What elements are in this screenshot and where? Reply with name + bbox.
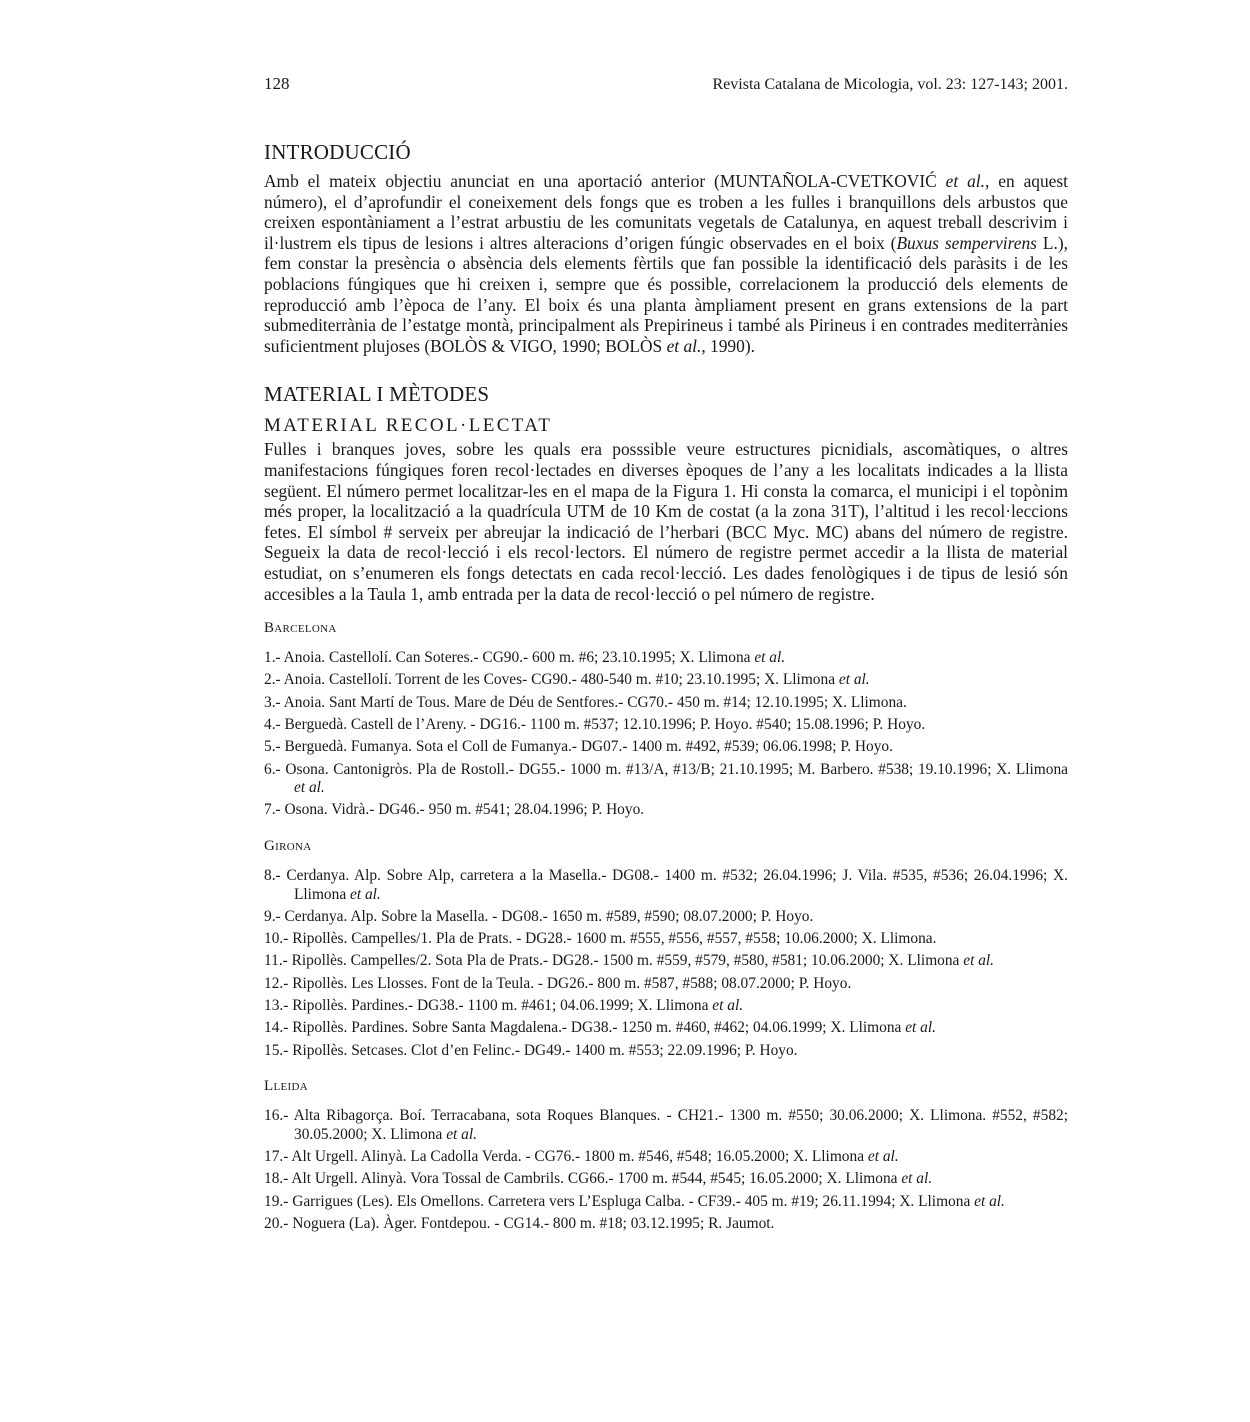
- locality-etal: et al.: [754, 649, 786, 667]
- locality-entry: [264, 1170, 1068, 1189]
- intro-text-2: , en aquest número), el d’aprofundir el coneixement dels fongs que es troben a les fulles i branquillons dels arbustos que creixen espontàniament a l’estrat arbustiu de les comunitats vegetals de Catalunya, en aquest treball descrivim i il·lustrem els tipus de lesions i altres alteracions d’origen fúngic observades en el boix (: [264, 171, 1069, 253]
- locality-text: 15.- Ripollès. Setcases. Clot d’en Felinc.- DG49.- 1400 m. #553; 22.09.1996; P. Hoyo.: [264, 1041, 798, 1059]
- locality-entry: [264, 1193, 1068, 1212]
- locality-text: 20.- Noguera (La). Àger. Fontdepou. - CG14.- 800 m. #18; 03.12.1995; R. Jaumot.: [264, 1214, 775, 1232]
- locality-etal: et al.: [905, 1019, 936, 1037]
- region-entries: [264, 649, 1068, 820]
- locality-text: 3.- Anoia. Sant Martí de Tous. Mare de Déu de Sentfores.- CG70.- 450 m. #14; 12.10.1995; X. Llimona.: [264, 693, 907, 711]
- region-heading: Girona: [264, 837, 312, 854]
- locality-entry: [264, 1019, 1068, 1038]
- locality-etal: et al.: [963, 952, 995, 970]
- species-name: Buxus sempervirens: [896, 232, 1037, 253]
- locality-text: 7.- Osona. Vidrà.- DG46.- 950 m. #541; 28.04.1996; P. Hoyo.: [264, 801, 645, 819]
- region-heading: Lleida: [264, 1078, 308, 1095]
- locality-entry: [264, 975, 1068, 994]
- locality-etal: et al.: [712, 996, 744, 1014]
- intro-text-1: Amb el mateix objectiu anunciat en una aportació anterior (MUNTAÑOLA-CVETKOVIĆ: [264, 171, 946, 191]
- locality-text: 11.- Ripollès. Campelles/2. Sota Pla de Prats.- DG28.- 1500 m. #559, #579, #580, #581; 10.06.2000; X. Llimona: [264, 952, 964, 970]
- running-header: [264, 74, 1068, 100]
- locality-etal: et al.: [294, 779, 325, 797]
- locality-entry: [264, 952, 1068, 971]
- material-subheading: MATERIAL RECOL·LECTAT: [264, 415, 553, 437]
- region-heading: Barcelona: [264, 620, 337, 637]
- locality-entry: [264, 716, 1068, 735]
- locality-etal: et al.: [446, 1125, 477, 1143]
- intro-text-4: , 1990).: [701, 335, 755, 356]
- intro-paragraph: [264, 171, 1068, 356]
- locality-entry: [264, 694, 1068, 713]
- locality-entry: [264, 1148, 1068, 1167]
- locality-entry: [264, 867, 1068, 904]
- locality-text: 14.- Ripollès. Pardines. Sobre Santa Magdalena.- DG38.- 1250 m. #460, #462; 04.06.1999; X. Llimona: [264, 1019, 906, 1037]
- region-entries: [264, 1107, 1068, 1233]
- paper-page: [264, 74, 1068, 1237]
- locality-etal: et al.: [867, 1148, 899, 1165]
- locality-entry: [264, 738, 1068, 757]
- locality-text: 10.- Ripollès. Campelles/1. Pla de Prats. - DG28.- 1600 m. #555, #556, #557, #558; 10.06.2000; X. Llimona.: [264, 930, 937, 948]
- locality-text: 12.- Ripollès. Les Llosses. Font de la Teula. - DG26.- 800 m. #587, #588; 08.07.2000; P. Hoyo.: [264, 974, 852, 992]
- locality-text: 5.- Berguedà. Fumanya. Sota el Coll de Fumanya.- DG07.- 1400 m. #492, #539; 06.06.1998; P. Hoyo.: [264, 738, 893, 756]
- locality-text: 6.- Osona. Cantonigròs. Pla de Rostoll.- DG55.- 1000 m. #13/A, #13/B; 21.10.1995; M. Barbero. #538; 19.10.1996; X. Llimona: [264, 760, 1068, 778]
- locality-entry: [264, 801, 1068, 820]
- locality-text: 19.- Garrigues (Les). Els Omellons. Carretera vers L’Espluga Calba. - CF39.- 405 m. #19; 26.11.1994; X. Llimona: [264, 1192, 975, 1210]
- intro-heading: INTRODUCCIÓ: [264, 140, 411, 164]
- locality-entry: [264, 761, 1068, 798]
- journal-citation: Revista Catalana de Micologia, vol. 23: 127-143; 2001.: [712, 76, 1068, 93]
- locality-text: 8.- Cerdanya. Alp. Sobre Alp, carretera a la Masella.- DG08.- 1400 m. #532; 26.04.1996; J. Vila. #535, #536; 26.04.1996; X. Llimona: [264, 866, 1068, 903]
- region-entries: [264, 867, 1068, 1060]
- locality-entry: [264, 930, 1068, 949]
- locality-etal: et al.: [350, 885, 381, 903]
- locality-entry: [264, 997, 1068, 1016]
- locality-etal: et al.: [974, 1192, 1005, 1210]
- locality-text: 18.- Alt Urgell. Alinyà. Vora Tossal de Cambrils. CG66.- 1700 m. #544, #545; 16.05.2000; X. Llimona: [264, 1170, 902, 1188]
- localities-list: [264, 620, 1068, 1233]
- locality-text: 16.- Alta Ribagorça. Boí. Terracabana, sota Roques Blanques. - CH21.- 1300 m. #550; 30.06.2000; X. Llimona. #552, #582; 30.05.2000; X. Llimona: [264, 1107, 1068, 1143]
- locality-text: 17.- Alt Urgell. Alinyà. La Cadolla Verda. - CG76.- 1800 m. #546, #548; 16.05.2000; X. Llimona: [264, 1148, 868, 1165]
- locality-text: 4.- Berguedà. Castell de l’Areny. - DG16.- 1100 m. #537; 12.10.1996; P. Hoyo. #540; 15.08.1996; P. Hoyo.: [264, 715, 926, 733]
- locality-entry: [264, 649, 1068, 668]
- locality-entry: [264, 1107, 1068, 1144]
- methods-text: Fulles i branques joves, sobre les quals era posssible veure estructures picnidials, ascomàtiques, o altres manifestacions fúngiques foren recol·lectades en diverses èpoques de l’any a les localitats indicades a la llista següent. El número permet localitzar-les en el mapa de la Figura 1. Hi consta la comarca, el municipi i el topònim més proper, la localització a la quadrícula UTM de 10 Km de costat (a la zona 31T), l’altitud i les recol·leccions fetes. El símbol # serveix per abreujar la indicació de l’herbari (BCC Myc. MC) abans del número de registre. Segueix la data de recol·lecció i els recol·lectors. El número de registre permet accedir a la llista de material estudiat, on s’enumeren els fongs detectats en cada recol·lecció. Les dades fenològiques i de tipus de lesió són accesibles a la Taula 1, amb entrada per la data de recol·lecció o pel número de registre.: [264, 439, 1068, 604]
- locality-etal: et al.: [901, 1170, 933, 1188]
- page-number: 128: [264, 74, 290, 93]
- locality-text: 9.- Cerdanya. Alp. Sobre la Masella. - DG08.- 1650 m. #589, #590; 08.07.2000; P. Hoyo.: [264, 907, 814, 925]
- locality-text: 2.- Anoia. Castellolí. Torrent de les Coves- CG90.- 480-540 m. #10; 23.10.1995; X. Llimona: [264, 671, 839, 689]
- locality-entry: [264, 671, 1068, 690]
- methods-heading: MATERIAL I MÈTODES: [264, 382, 490, 407]
- intro-etal-2: et al.: [666, 335, 702, 356]
- locality-text: 1.- Anoia. Castellolí. Can Soteres.- CG90.- 600 m. #6; 23.10.1995; X. Llimona: [264, 649, 755, 667]
- locality-entry: [264, 1215, 1068, 1234]
- locality-entry: [264, 1042, 1068, 1061]
- locality-text: 13.- Ripollès. Pardines.- DG38.- 1100 m. #461; 04.06.1999; X. Llimona: [264, 996, 713, 1014]
- locality-etal: et al.: [838, 671, 870, 689]
- intro-etal-1: et al.: [945, 171, 985, 191]
- methods-paragraph: [264, 439, 1068, 604]
- locality-entry: [264, 908, 1068, 927]
- intro-text-3: L.), fem constar la presència o absència dels elements fèrtils que fan possible la identificació dels paràsits i de les poblacions fúngiques que hi creixen i, sempre que és possible, correlacionem la producció dels elements de reproducció amb l’època de l’any. El boix és una planta àmpliament present en grans extensions de la part submediterrània de l’estatge montà, principalment als Prepirineus i també als Pirineus i en contrades mediterrànies suficientment plujoses (BOLÒS & VIGO, 1990; BOLÒS: [264, 232, 1068, 356]
